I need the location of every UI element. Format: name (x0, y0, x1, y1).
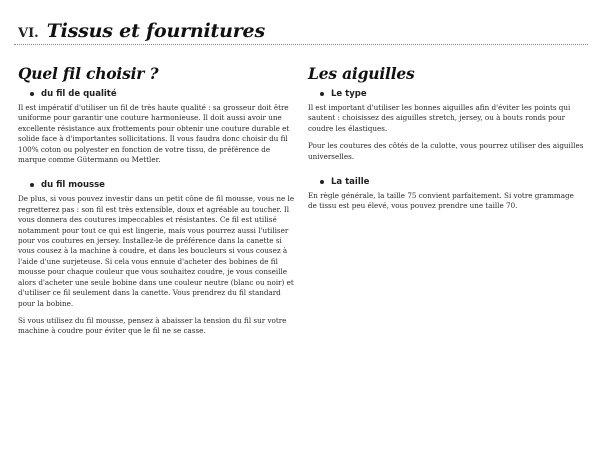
header-divider (14, 44, 588, 45)
subheading-quality-thread (30, 89, 296, 99)
bullet-icon (30, 92, 34, 96)
subheading-label: Le type (331, 89, 367, 99)
subheading-label: du fil de qualité (41, 89, 117, 99)
paragraph-needle-type: Il est important d'utiliser les bonnes aiguilles afin d'éviter les points qui sautent : choisissez des aiguilles stretch, jersey, ou à bouts ronds pour coudre les élastiques. (308, 103, 571, 133)
paragraph-needle-size: En règle générale, la taille 75 convient parfaitement. Si votre grammage de tissu est peu élevé, vous pouvez prendre une taille 70. (308, 191, 574, 211)
chapter-number: VI. (18, 26, 39, 41)
paragraph-foam-thread-tension: Si vous utilisez du fil mousse, pensez à abaisser la tension du fil sur votre machine à coudre pour éviter que le fil ne se casse. (18, 315, 287, 336)
chapter-title: Tissus et fournitures (46, 20, 265, 42)
chapter-header (18, 20, 265, 42)
paragraph-quality-thread: Il est impératif d'utiliser un fil de très haute qualité : sa grosseur doit être uniforme pour garantir une couture harmonieuse. Il doit aussi avoir une excellente résistance aux frottements pour obtenir une couture durable et solide face à d'importantes sollicitations. Il vous faudra donc choisir du fil 100% coton ou polyester en fonction de votre tissu, de préférence de marque comme Gütermann ou Mettler. (18, 103, 290, 165)
paragraph-needle-universal: Pour les coutures des côtés de la culotte, vous pourrez utiliser des aiguilles universelles. (308, 141, 584, 161)
subheading-needle-size (320, 177, 584, 187)
subheading-label: La taille (331, 177, 370, 188)
section-title-needles: Les aiguilles (308, 64, 415, 83)
bullet-icon (320, 92, 324, 96)
subheading-label: du fil mousse (41, 180, 105, 191)
bullet-icon (30, 183, 34, 187)
left-column (18, 64, 296, 344)
paragraph-foam-thread: De plus, si vous pouvez investir dans un petit cône de fil mousse, vous ne le regretterez pas : son fil est très extensible, doux et agréable au toucher. Il vous donnera des coutures impeccables et résistantes. Ce fil est utilisé notamment pour tout ce qui est lingerie, mais vous pourrez aussi l'utiliser pour vos coutures en jersey. Installez-le de préférence dans la canette si vous cousez à la machine à coudre, et dans les boucleurs si vous cousez à l'aide d'une surjeteuse. Si cela vous ennuie d'acheter des bobines de fil mousse pour chaque couleur que vous souhaitez coudre, je vous conseille alors d'acheter une seule bobine dans une couleur neutre (blanc ou noir) et d'utiliser ce fil seulement dans la canette. Vous prendrez du fil standard pour la bobine. (18, 194, 295, 308)
section-title-thread: Quel fil choisir ? (18, 64, 159, 83)
subheading-needle-type (320, 89, 584, 99)
right-column (308, 64, 584, 219)
bullet-icon (320, 180, 324, 184)
subheading-foam-thread (30, 180, 296, 190)
